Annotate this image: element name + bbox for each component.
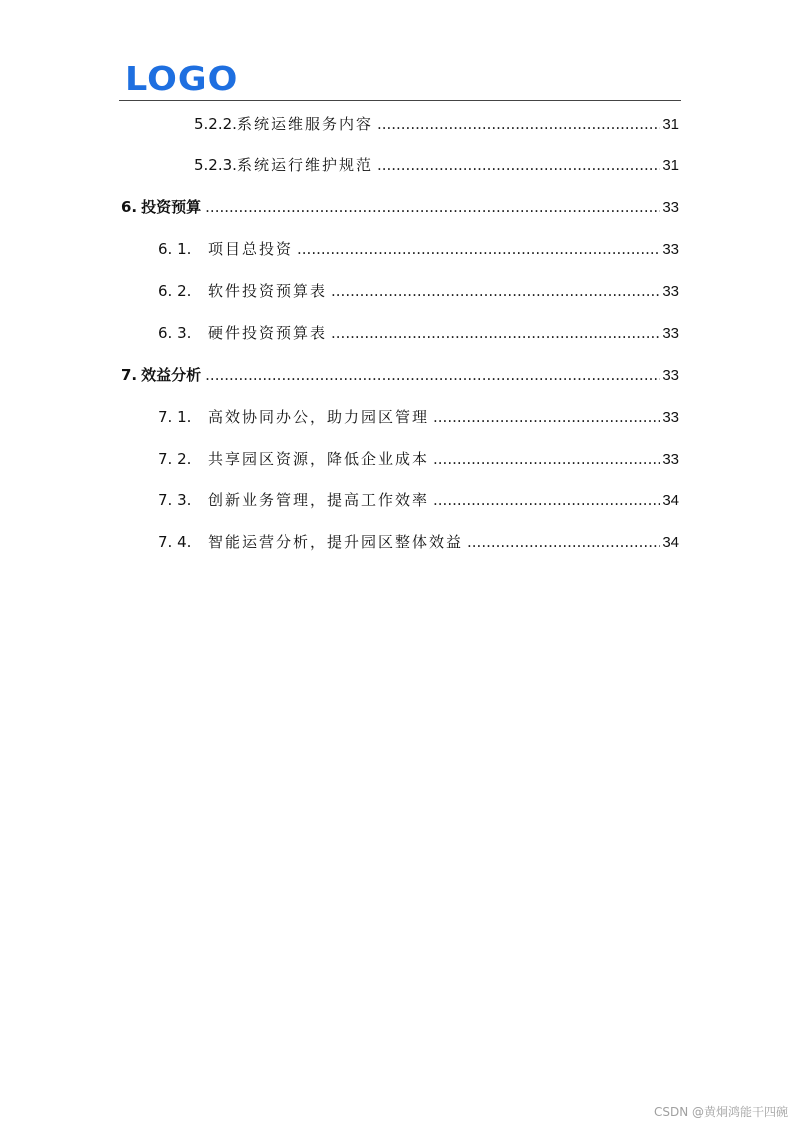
- toc-title: 项目总投资: [208, 240, 294, 258]
- toc-leader: [433, 490, 660, 510]
- toc-leader: [467, 532, 660, 552]
- logo: LOGO: [125, 59, 239, 98]
- toc-page: 34: [662, 492, 679, 509]
- toc-leader: [297, 239, 660, 259]
- toc-title: 系统运行维护规范: [236, 156, 373, 174]
- toc-number: 6. 3.: [158, 324, 192, 342]
- toc-title: 投资预算: [141, 198, 202, 216]
- toc-title: 高效协同办公，助力园区管理: [208, 408, 430, 426]
- watermark: CSDN @黄炯鸿能干四碗: [653, 1105, 788, 1119]
- toc-entry[interactable]: [158, 490, 679, 511]
- header-divider: [119, 100, 681, 101]
- toc-page: 33: [662, 283, 679, 300]
- toc-entry[interactable]: [158, 323, 679, 344]
- toc-entry[interactable]: [158, 407, 679, 428]
- toc-entry[interactable]: [158, 239, 679, 260]
- toc-title: 系统运维服务内容: [236, 115, 373, 133]
- toc-page: 33: [662, 241, 679, 258]
- toc-leader: [377, 155, 660, 175]
- toc-number: 7. 1.: [158, 408, 192, 426]
- toc-leader: [331, 323, 660, 343]
- toc-leader: [433, 449, 660, 469]
- toc-number: 5.2.2.: [194, 115, 237, 133]
- toc-page: 31: [662, 116, 679, 133]
- toc-page: 31: [662, 157, 679, 174]
- toc-number: 6.: [121, 198, 138, 216]
- toc-number: 6. 1.: [158, 240, 192, 258]
- toc-page: 33: [662, 409, 679, 426]
- toc-title: 硬件投资预算表: [208, 324, 328, 342]
- toc-entry[interactable]: [158, 532, 679, 553]
- toc-page: 33: [662, 199, 679, 216]
- toc-leader: [205, 365, 660, 385]
- toc-title: 软件投资预算表: [208, 282, 328, 300]
- toc-leader: [331, 281, 660, 301]
- toc-entry[interactable]: [121, 365, 679, 386]
- toc-title: 创新业务管理，提高工作效率: [208, 491, 430, 509]
- toc-leader: [377, 114, 660, 134]
- toc-number: 6. 2.: [158, 282, 192, 300]
- toc-leader: [205, 197, 660, 217]
- toc-page: 33: [662, 325, 679, 342]
- toc-entry[interactable]: [194, 155, 679, 176]
- toc-title: 智能运营分析，提升园区整体效益: [208, 533, 464, 551]
- toc-number: 7.: [121, 366, 138, 384]
- toc-number: 7. 3.: [158, 491, 192, 509]
- toc-page: 33: [662, 451, 679, 468]
- toc-number: 5.2.3.: [194, 156, 237, 174]
- toc-leader: [433, 407, 660, 427]
- toc-number: 7. 4.: [158, 533, 192, 551]
- toc-page: 33: [662, 367, 679, 384]
- toc-entry[interactable]: [121, 197, 679, 218]
- toc-number: 7. 2.: [158, 450, 192, 468]
- toc-entry[interactable]: [158, 449, 679, 470]
- toc-page: 34: [662, 534, 679, 551]
- toc-title: 效益分析: [141, 366, 202, 384]
- toc-title: 共享园区资源，降低企业成本: [208, 450, 430, 468]
- toc-entry[interactable]: [158, 281, 679, 302]
- toc-entry[interactable]: [194, 114, 679, 135]
